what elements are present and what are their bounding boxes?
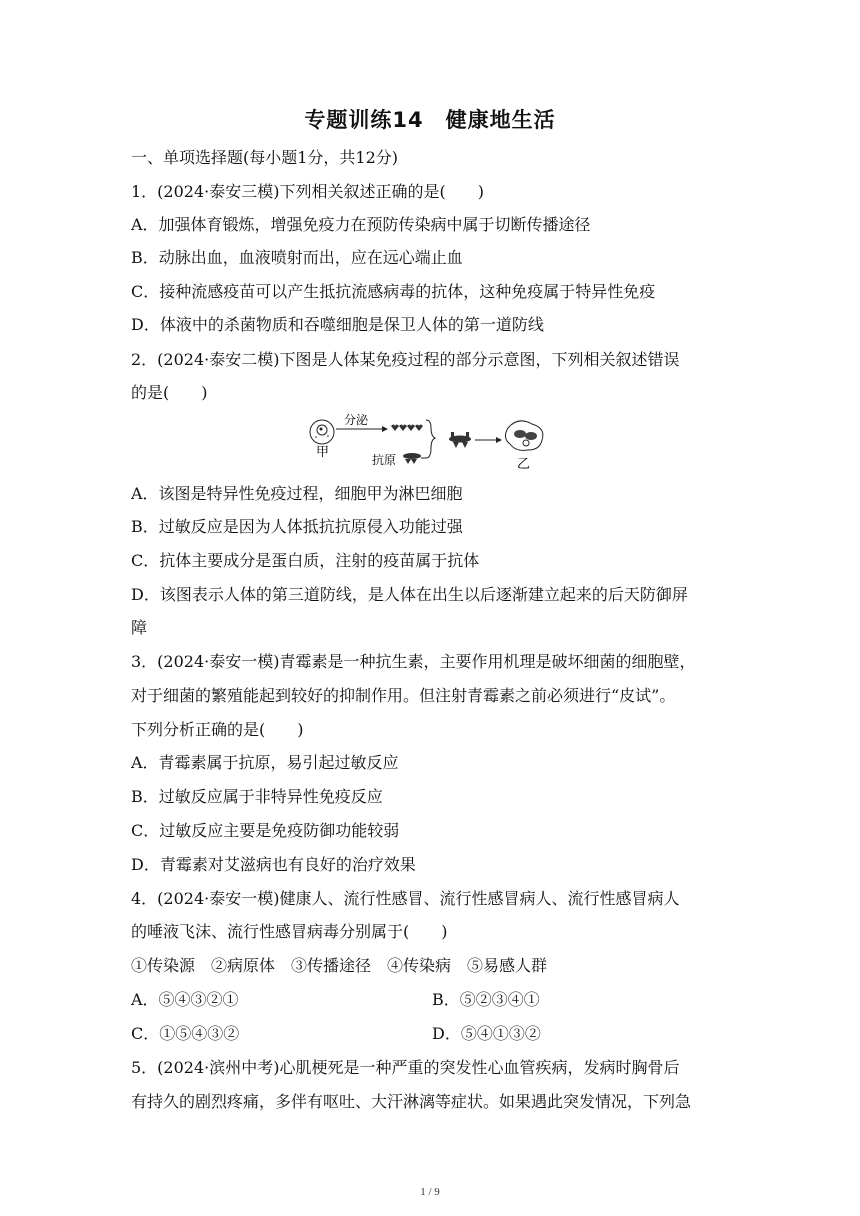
- q3-stem-line1: 3．(2024·泰安一模)青霉素是一种抗生素，主要作用机理是破坏细菌的细胞壁，: [131, 652, 696, 671]
- q1-option-a: A．加强体育锻炼，增强免疫力在预防传染病中属于切断传播途径: [131, 215, 591, 234]
- q4-items: ①传染源 ②病原体 ③传播途径 ④传染病 ⑤易感人群: [131, 956, 548, 975]
- secrete-arrowhead: [382, 426, 388, 432]
- q4-stem-line2: 的唾液飞沫、流行性感冒病毒分别属于( ): [131, 922, 448, 941]
- q4-option-c: C．①⑤④③②: [131, 1024, 240, 1043]
- immune-diagram: [300, 410, 550, 472]
- q2-option-c: C．抗体主要成分是蛋白质，注射的疫苗属于抗体: [131, 551, 480, 570]
- cell-jia-icon: [310, 420, 334, 444]
- q2-option-d-line2: 障: [131, 618, 148, 637]
- phagocyte-yi-icon: [505, 421, 542, 451]
- q5-stem-line1: 5．(2024·滨州中考)心肌梗死是一种严重的突发性心血管疾病，发病时胸骨后: [131, 1058, 680, 1077]
- q1-option-d: D．体液中的杀菌物质和吞噬细胞是保卫人体的第一道防线: [131, 315, 544, 334]
- q2-stem-line1: 2．(2024·泰安二模)下图是人体某免疫过程的部分示意图，下列相关叙述错误: [131, 350, 680, 369]
- antigen-icon: [403, 453, 421, 464]
- immune-diagram-svg: [300, 410, 550, 472]
- q4-option-b: B．⑤②③④①: [432, 990, 540, 1009]
- label-secrete: 分泌: [344, 413, 369, 427]
- antibody-icons: [391, 425, 423, 432]
- q4-stem-line1: 4．(2024·泰安一模)健康人、流行性感冒、流行性感冒病人、流行性感冒病人: [131, 889, 680, 908]
- page-number: 1 / 9: [420, 1186, 440, 1198]
- antigen-antibody-complex-icon: [449, 432, 471, 448]
- q3-option-d: D．青霉素对艾滋病也有良好的治疗效果: [131, 855, 416, 874]
- brace-icon: [426, 420, 435, 458]
- q1-option-b: B．动脉出血，血液喷射而出，应在远心端止血: [131, 248, 463, 267]
- q2-option-d-line1: D．该图表示人体的第三道防线，是人体在出生以后逐渐建立起来的后天防御屏: [131, 585, 688, 604]
- q3-stem-line2: 对于细菌的繁殖能起到较好的抑制作用。但注射青霉素之前必须进行“皮试”。: [131, 686, 676, 705]
- q4-option-d: D．⑤④①③②: [432, 1024, 541, 1043]
- q3-option-a: A．青霉素属于抗原，易引起过敏反应: [131, 753, 399, 772]
- q5-stem-line2: 有持久的剧烈疼痛，多伴有呕吐、大汗淋漓等症状。如果遇此突发情况，下列急: [131, 1092, 692, 1111]
- q2-stem-line2: 的是( ): [131, 383, 208, 402]
- section-heading: 一、单项选择题(每小题1分，共12分): [131, 148, 399, 167]
- phagocyte-arrowhead: [496, 437, 502, 443]
- label-antigen: 抗原: [372, 453, 397, 467]
- q2-option-b: B．过敏反应是因为人体抵抗抗原侵入功能过强: [131, 517, 463, 536]
- q2-option-a: A．该图是特异性免疫过程，细胞甲为淋巴细胞: [131, 484, 463, 503]
- q4-option-a: A．⑤④③②①: [131, 990, 239, 1009]
- q3-stem-line3: 下列分析正确的是( ): [131, 720, 304, 739]
- q3-option-b: B．过敏反应属于非特异性免疫反应: [131, 787, 383, 806]
- q1-option-c: C．接种流感疫苗可以产生抵抗流感病毒的抗体，这种免疫属于特异性免疫: [131, 282, 656, 301]
- page-title: 专题训练14 健康地生活: [304, 108, 556, 132]
- label-yi: 乙: [517, 457, 531, 472]
- label-jia: 甲: [316, 445, 330, 460]
- q3-option-c: C．过敏反应主要是免疫防御功能较弱: [131, 821, 400, 840]
- q1-stem: 1．(2024·泰安三模)下列相关叙述正确的是( ): [131, 182, 484, 201]
